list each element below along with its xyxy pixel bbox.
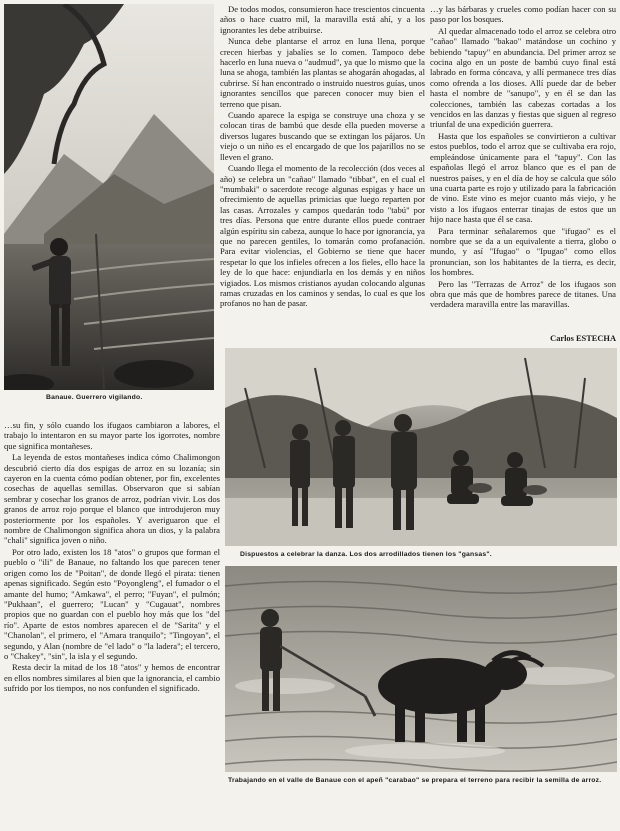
column-left-bottom bbox=[4, 420, 220, 825]
photo-dancers-image bbox=[225, 348, 617, 546]
author-signature: Carlos ESTECHA bbox=[550, 334, 616, 343]
column-middle-top bbox=[220, 4, 425, 344]
photo-carabao-image bbox=[225, 566, 617, 772]
paragraph: La leyenda de estos montañeses indica cómo Chalimongon descubrió cierto día dos espigas de arroz en su lozanía; sin cayeron en la cuenta cómo podían obtener, por fin, excelentes cosechas de aquellas semillas. Observaron que si sabían sembrar y cosechar los granos de arroz, podrían vivir. Los dos granos de arroz rojo porque el blanco que introdujeron muy posteriormente por los españoles. Y averiguaron que el nombre de Chalimongon significa ahora un dios, y la palabra "chali" significa joven o niño. bbox=[4, 452, 220, 546]
column-right-top bbox=[430, 4, 616, 334]
paragraph: Al quedar almacenado todo el arroz se celebra otro "cañao" llamado "bakao" matándose un cochino y bebiendo "tapuy" en abundancia. Del primer arroz se cocina algo en un poste de bambú cuyo final está labrado en forma cóncava, y allí permanece tres días como ofrenda a los dioses. Allí puede dar de beber hasta el nombre de "sanupo", y en él se dan las colecciones, también las cabezas cortadas a los vencidos en las danzas y fiestas que siguen al regreso triunfal de una expedición guerrera. bbox=[430, 25, 616, 130]
photo-dancers bbox=[225, 348, 617, 546]
paragraph: De todos modos, consumieron hace trescientos cincuenta años o hace cuatro mil, la maravilla está ahí, y a los ignorantes les debe atribuirse. bbox=[220, 4, 425, 35]
photo-carabao-caption: Trabajando en el valle de Banaue con el apeñ "carabao" se prepara el terreno para recibir la semilla de arroz. bbox=[228, 777, 602, 784]
photo-warrior bbox=[4, 4, 214, 390]
paragraph: Por otro lado, existen los 18 "atos" o grupos que forman el pueblo o "ili" de Banaue, no faltando los que parecen tener origen como los de "Poitan", de donde llegó el pirata: tienen apenas significado. Según esto "Poyongleng", el fumador o el amante del humo; "Amkawa", el perro; "Fuyan", el pulmón; "Pukhaan", el guerrero; "Lucan" y "Cugauat", nombres propios que no guardan con el pueblo hoy más que los "del río". Aparte de estos nombres aparecen el de "Sarita" y el "Chanolan", el primero, el "Amara tranquilo"; "Tingoyan", el segundo, y Alan (nombre de "el lado" o "la ladera"; el tercero, o "Chakey", "sin", la isla y el segundo. bbox=[4, 546, 220, 661]
photo-warrior-caption: Banaue. Guerrero vigilando. bbox=[46, 394, 143, 401]
paragraph: Cuando llega el momento de la recolección (dos veces al año) se celebra un "cañao" llamado "tibbat", en el cual el "mumbaki" o sacerdote recoge algunas espigas y hace un ofrecimiento de aquellas primicias que luego reparten por las casas. Arrozales y campos quedarán todo "tabú" por tres días. Persona que entre durante ellos puede contraer algún espíritu sin cabeza, aunque lo hace por ignorancia, ya que no parecen gentiles, lo tomarán como profanación. Para evitar violencias, el Gobierno se tiene que hacer respetar lo que los infieles ofrecen a los fieles, ello hace la ley de lo que hace: enjundiarla en los demás y en niños vigiados. Los mismos cristianos ayudan colocando algunas ramas cruzadas en los caminos y sendas, lo cual es que los profanos no han de pasar. bbox=[220, 163, 425, 309]
paragraph: Pero las "Terrazas de Arroz" de los ifugaos son obra que más que de hombres parece de titanes. Una verdadera maravilla entre las maravillas. bbox=[430, 278, 616, 310]
photo-dancers-caption: Dispuestos a celebrar la danza. Los dos arrodillados tienen los "gansas". bbox=[240, 551, 492, 558]
paragraph: Resta decir la mitad de los 18 "atos" y hemos de encontrar en ellos nombres similares al bien que la ignorancia, el cambio sufrido por los tiempos, no nos confunden el significado. bbox=[4, 662, 220, 694]
paragraph: Cuando aparece la espiga se construye una choza y se colocan tiras de bambú que desde ella pueden moverse a diversos lugares buscando que se extingan los pájaros. Un viejo o un niño es el encargado de que los pajarillos no se lleven el grano. bbox=[220, 110, 425, 162]
paragraph: …y las bárbaras y crueles como podían hacer con su paso por los bosques. bbox=[430, 4, 616, 25]
paragraph: Para terminar señalaremos que "ifugao" es el nombre que se da a un equivalente a tierra, globo o mundo, y así "Ifugao" o "Ipugao" como ellos pronuncian, son los habitantes de la tierra, es decir, los hombres. bbox=[430, 225, 616, 278]
paragraph: …su fin, y sólo cuando los ifugaos cambiaron a labores, el trabajo lo intentaron en su mayor parte los igorrotes, nombre que significa montañeses. bbox=[4, 420, 220, 451]
photo-warrior-image bbox=[4, 4, 214, 390]
paragraph: Nunca debe plantarse el arroz en luna llena, porque crecen hierbas y jabalíes se lo comen. Tampoco debe hacerlo en luna nueva o "audmud", ya que lo mismo que la luna se ahoga, también las plantas se ahogarán ahogadas, al cubrirse. Sí han encontrado o instruido nuestros guías, unos ignorantes sencillos que parecen conocer muy bien el terreno que pisan. bbox=[220, 36, 425, 109]
paragraph: Hasta que los españoles se convirtieron a cultivar estos pueblos, todo el arroz que se cultivaba era rojo, empleándose únicamente para el "tapuy". Con las españolas llegó el arroz blanco que es el pan de nuestros países, y en el día de hoy se calcula que sólo una cuarta parte es rojo y utilizado para la fabricación de vino. Este vino es mejor cuanto más viejo, y he visto a los ifugaos enterrar tinajas de estos que un hijo nace hasta que él se casa. bbox=[430, 130, 616, 225]
photo-carabao bbox=[225, 566, 617, 772]
